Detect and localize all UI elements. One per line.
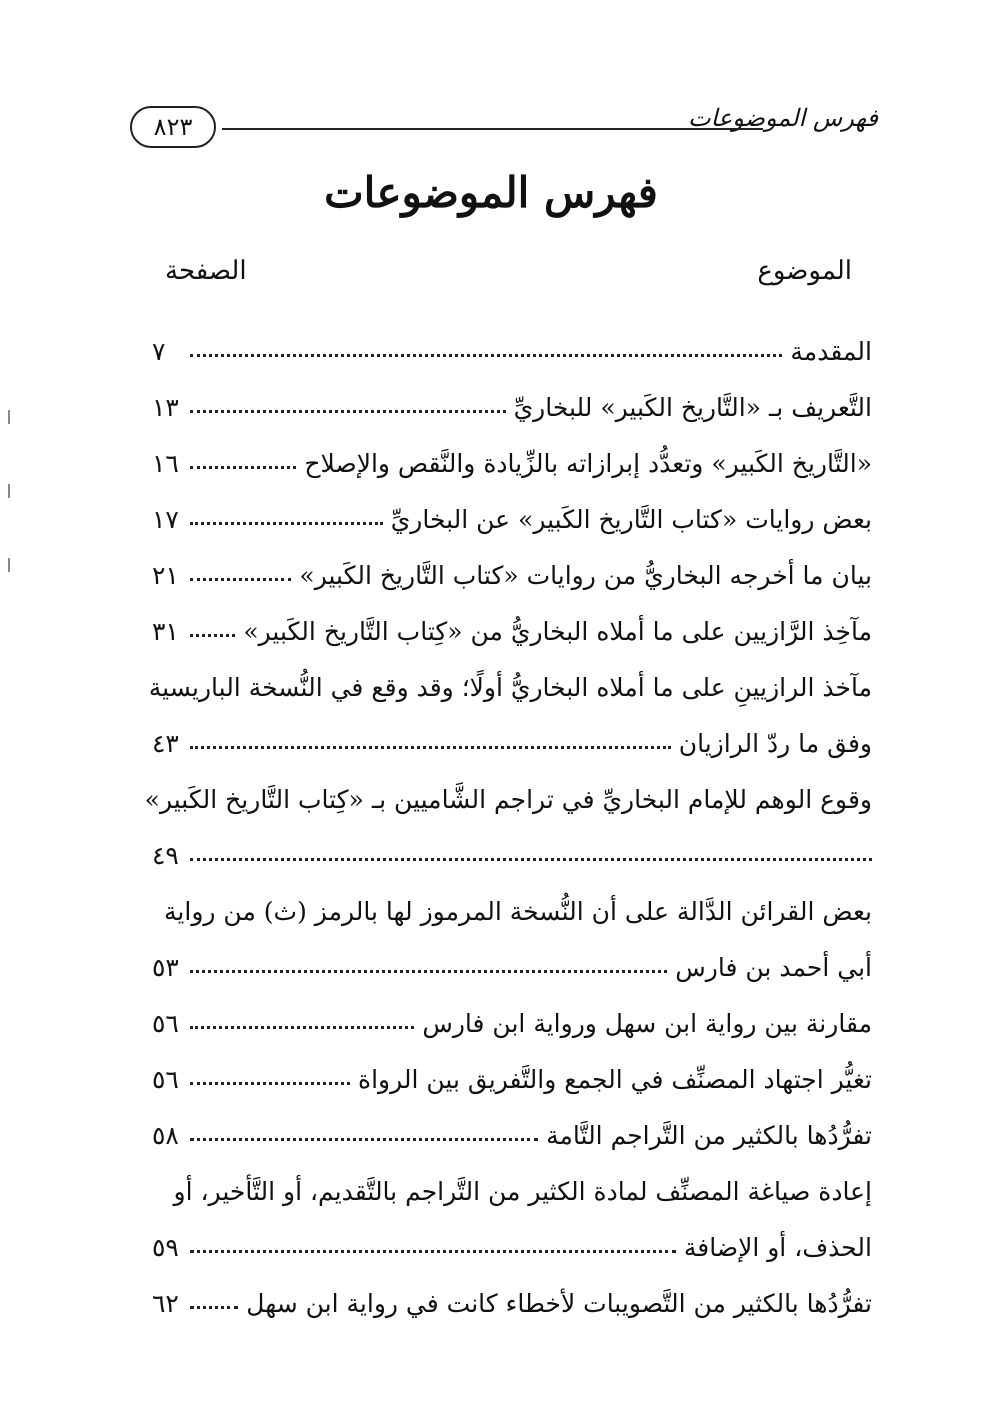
toc-entry-line	[148, 646, 872, 702]
toc-entry-page: ٣١	[152, 617, 179, 646]
dot-leader	[190, 1138, 538, 1141]
dot-leader	[190, 410, 506, 413]
column-head-page: الصفحة	[165, 256, 247, 286]
toc-entry	[152, 1038, 872, 1094]
toc-entry-text: مآخِذ الرَّازيين على ما أملاه البخاريُّ من «كِتاب التَّاريخ الكَبير»	[243, 617, 872, 646]
toc-entry	[152, 926, 872, 982]
scan-margin-mark	[8, 484, 10, 498]
toc-entry-text: بيان ما أخرجه البخاريُّ من روايات «كتاب التَّاريخ الكَبير»	[299, 561, 872, 590]
toc-entry-page: ٦٢	[152, 1289, 179, 1318]
toc-entry-line	[152, 870, 872, 926]
dot-leader	[190, 1250, 676, 1253]
toc-entry	[152, 478, 872, 534]
dot-leader	[190, 1026, 414, 1029]
toc-entry-page: ٥٦	[152, 1065, 179, 1094]
scan-margin-mark	[8, 410, 10, 424]
toc-entry-text: «التَّاريخ الكَبير» وتعدُّد إبرازاته بالزِّيادة والنَّقص والإصلاح	[304, 449, 872, 478]
toc-entry	[152, 702, 872, 758]
toc-entry	[152, 310, 872, 366]
dot-leader	[190, 1306, 238, 1309]
dot-leader	[190, 634, 235, 637]
toc-entry	[152, 534, 872, 590]
toc-entry-text: تفرُّدُها بالكثير من التَّراجم التَّامة	[546, 1121, 872, 1150]
running-title: فهرس الموضوعات	[688, 104, 878, 132]
header-rule	[222, 128, 763, 130]
table-of-contents	[144, 310, 872, 1318]
toc-entry-text: مقارنة بين رواية ابن سهل ورواية ابن فارس	[422, 1009, 872, 1038]
toc-entry-line	[144, 758, 872, 814]
dot-leader	[190, 746, 671, 749]
toc-entry-page: ٥٦	[152, 1009, 179, 1038]
toc-entry-text: وفق ما ردّ الرازيان	[678, 729, 872, 758]
toc-entry-page: ٥٩	[152, 1233, 179, 1262]
toc-entry	[152, 1262, 872, 1318]
toc-entry-text: تفرُّدُها بالكثير من التَّصويبات لأخطاء كانت في رواية ابن سهل	[246, 1289, 872, 1318]
toc-entry-text: أبي أحمد بن فارس	[675, 953, 872, 982]
page-number-badge: ٨٢٣	[130, 106, 216, 148]
toc-entry-text: التَّعريف بـ «التَّاريخ الكَبير» للبخاريِّ	[513, 393, 872, 422]
toc-entry-text: وقوع الوهم للإمام البخاريِّ في تراجم الشَّاميين بـ «كِتاب التَّاريخ الكَبير»	[144, 785, 872, 814]
toc-entry-text: مآخذ الرازيينِ على ما أملاه البخاريُّ أولًا؛ وقد وقع في النُّسخة الباريسية	[148, 673, 872, 702]
page-title: فهرس الموضوعات	[324, 168, 658, 217]
dot-leader	[190, 522, 383, 525]
toc-entry	[152, 1094, 872, 1150]
dot-leader	[190, 578, 291, 581]
scan-margin-mark	[8, 558, 10, 572]
toc-entry-page: ٤٣	[152, 729, 179, 758]
toc-entry-page: ٤٩	[152, 841, 179, 870]
running-header	[130, 100, 878, 160]
toc-entry	[152, 982, 872, 1038]
toc-entry-page: ٢١	[152, 561, 179, 590]
toc-entry-page: ١٦	[152, 449, 179, 478]
dot-leader	[190, 354, 782, 357]
toc-entry-text: بعض روايات «كتاب التَّاريخ الكَبير» عن البخاريِّ	[390, 505, 872, 534]
dot-leader	[190, 1082, 350, 1085]
toc-entry-page: ٧	[152, 337, 166, 366]
dot-leader	[190, 970, 667, 973]
dot-leader	[190, 858, 872, 861]
toc-entry-page: ١٧	[152, 505, 179, 534]
dot-leader	[190, 466, 296, 469]
column-head-topic: الموضوع	[757, 256, 852, 286]
toc-entry-text: بعض القرائن الدَّالة على أن النُّسخة المرموز لها بالرمز (ث) من رواية	[164, 897, 872, 926]
toc-entry-page: ٥٨	[152, 1121, 179, 1150]
toc-entry-line	[152, 1150, 872, 1206]
toc-entry-page: ٥٣	[152, 953, 179, 982]
toc-entry	[152, 366, 872, 422]
toc-entry-page: ١٣	[152, 393, 179, 422]
toc-entry-text: المقدمة	[790, 337, 872, 366]
toc-entry-text: الحذف، أو الإضافة	[683, 1233, 872, 1262]
toc-entry-text: تغيُّر اجتهاد المصنِّف في الجمع والتَّفريق بين الرواة	[357, 1065, 872, 1094]
toc-entry	[152, 422, 872, 478]
toc-entry	[152, 814, 872, 870]
toc-entry	[152, 590, 872, 646]
toc-entry	[152, 1206, 872, 1262]
toc-entry-text: إعادة صياغة المصنِّف لمادة الكثير من التَّراجم بالتَّقديم، أو التَّأخير، أو	[173, 1177, 872, 1206]
